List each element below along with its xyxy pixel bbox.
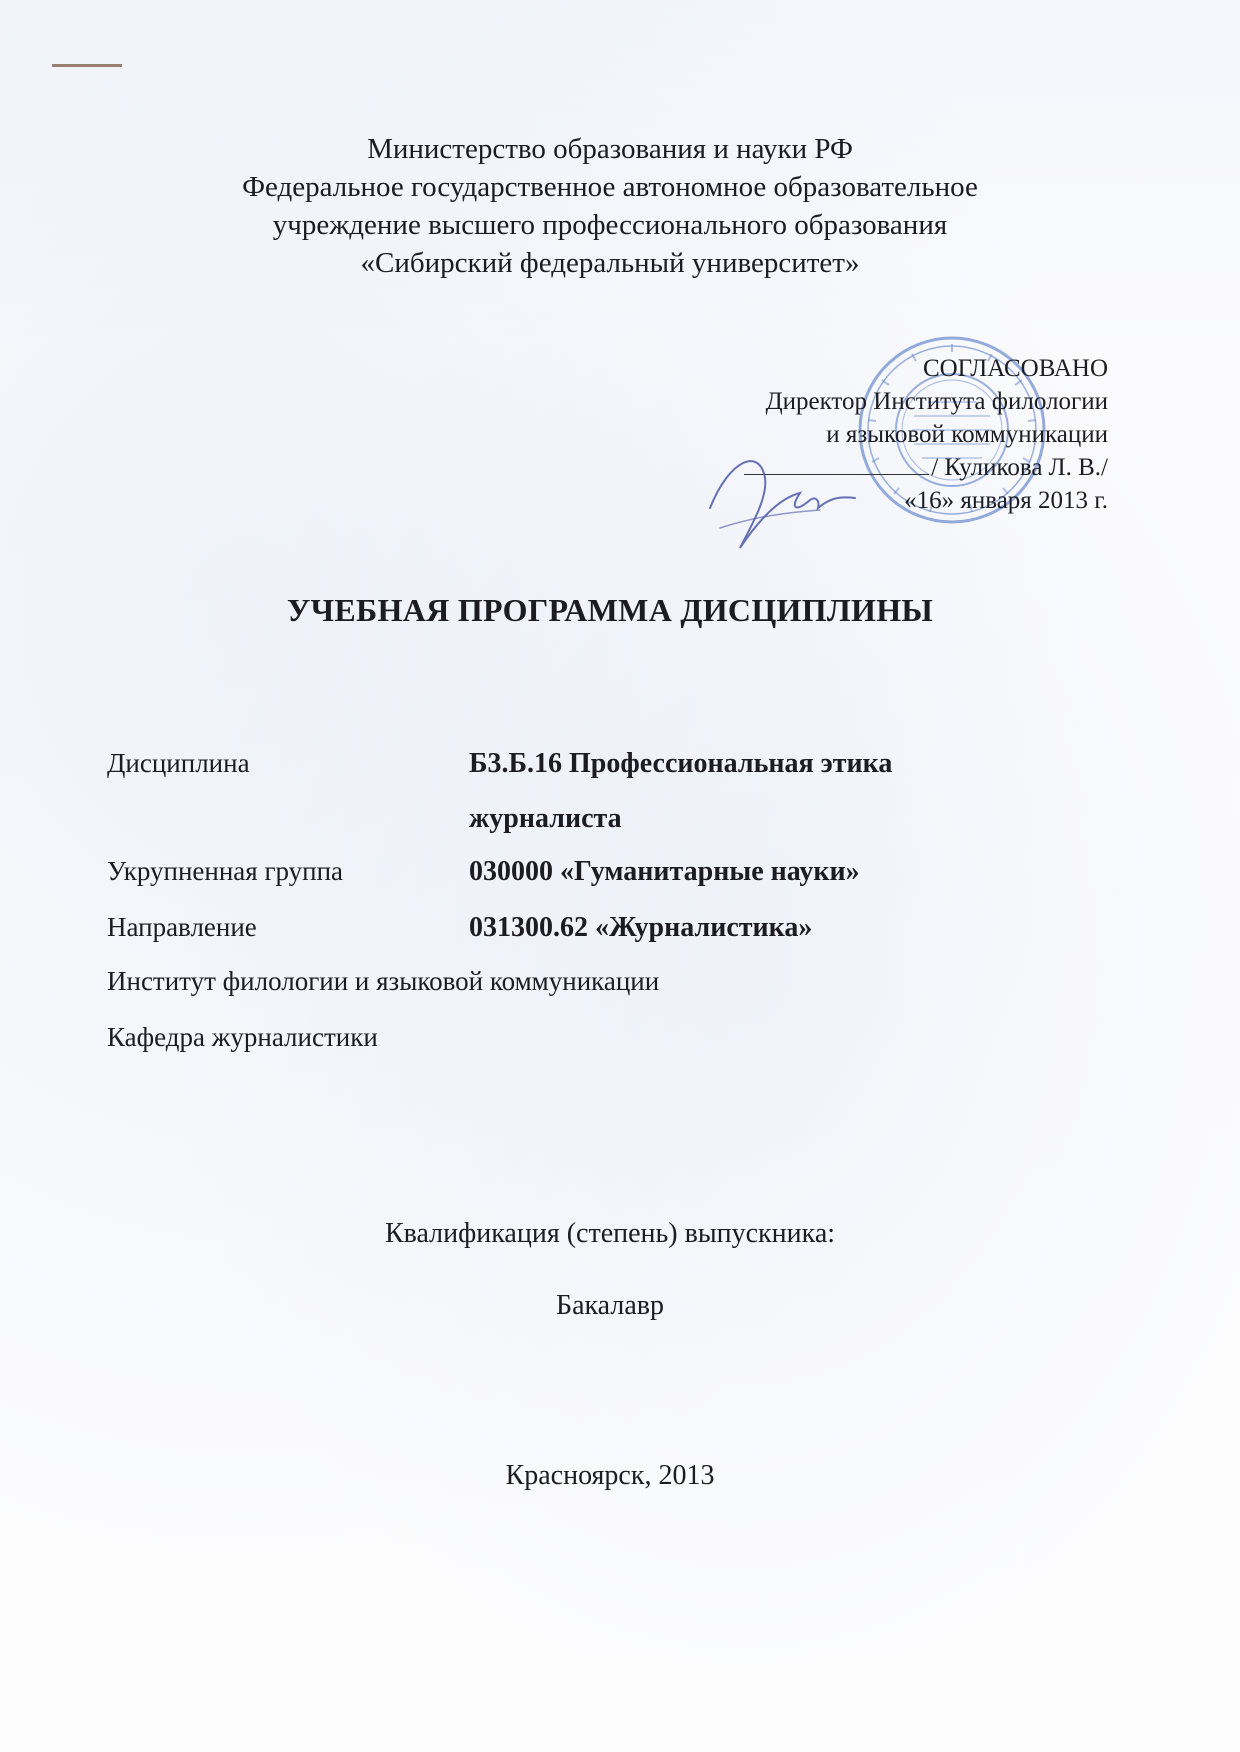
approval-title: СОГЛАСОВАНО: [922, 355, 1108, 382]
approval-name: / Куликова Л. В./: [931, 454, 1108, 481]
direction-value: 031300.62 «Журналистика»: [469, 912, 813, 943]
header-institution-type: Федеральное государственное автономное образовательное: [242, 171, 978, 203]
place-and-year: Красноярск, 2013: [505, 1460, 715, 1491]
approval-position-line2: и языковой коммуникации: [826, 421, 1108, 448]
header-ministry: Министерство образования и науки РФ: [367, 133, 853, 165]
institute-line: Институт филологии и языковой коммуникации: [107, 966, 660, 996]
info-row-discipline: [107, 748, 1007, 856]
handwritten-signature-icon: [690, 438, 870, 558]
group-label: Укрупненная группа: [107, 856, 344, 886]
corner-mark: [52, 64, 122, 67]
group-value: 030000 «Гуманитарные науки»: [469, 856, 860, 887]
discipline-value: Б3.Б.16 Профессиональная этика журналиста: [469, 748, 893, 834]
discipline-info: [107, 748, 1007, 1078]
department-line: Кафедра журналистики: [107, 1022, 378, 1052]
discipline-label: Дисциплина: [107, 748, 250, 778]
qualification-label: Квалификация (степень) выпускника:: [384, 1218, 836, 1249]
qualification-value: Бакалавр: [556, 1290, 664, 1321]
approval-position-line1: Директор Института филологии: [765, 388, 1108, 415]
institution-header: [0, 130, 1220, 282]
info-row-direction: [107, 912, 1007, 966]
header-university-name: «Сибирский федеральный университет»: [360, 247, 860, 279]
direction-label: Направление: [107, 912, 257, 942]
document-title: УЧЕБНАЯ ПРОГРАММА ДИСЦИПЛИНЫ: [286, 592, 934, 628]
header-institution-level: учреждение высшего профессионального образования: [272, 209, 948, 241]
approval-date: «16» января 2013 г.: [904, 487, 1108, 514]
